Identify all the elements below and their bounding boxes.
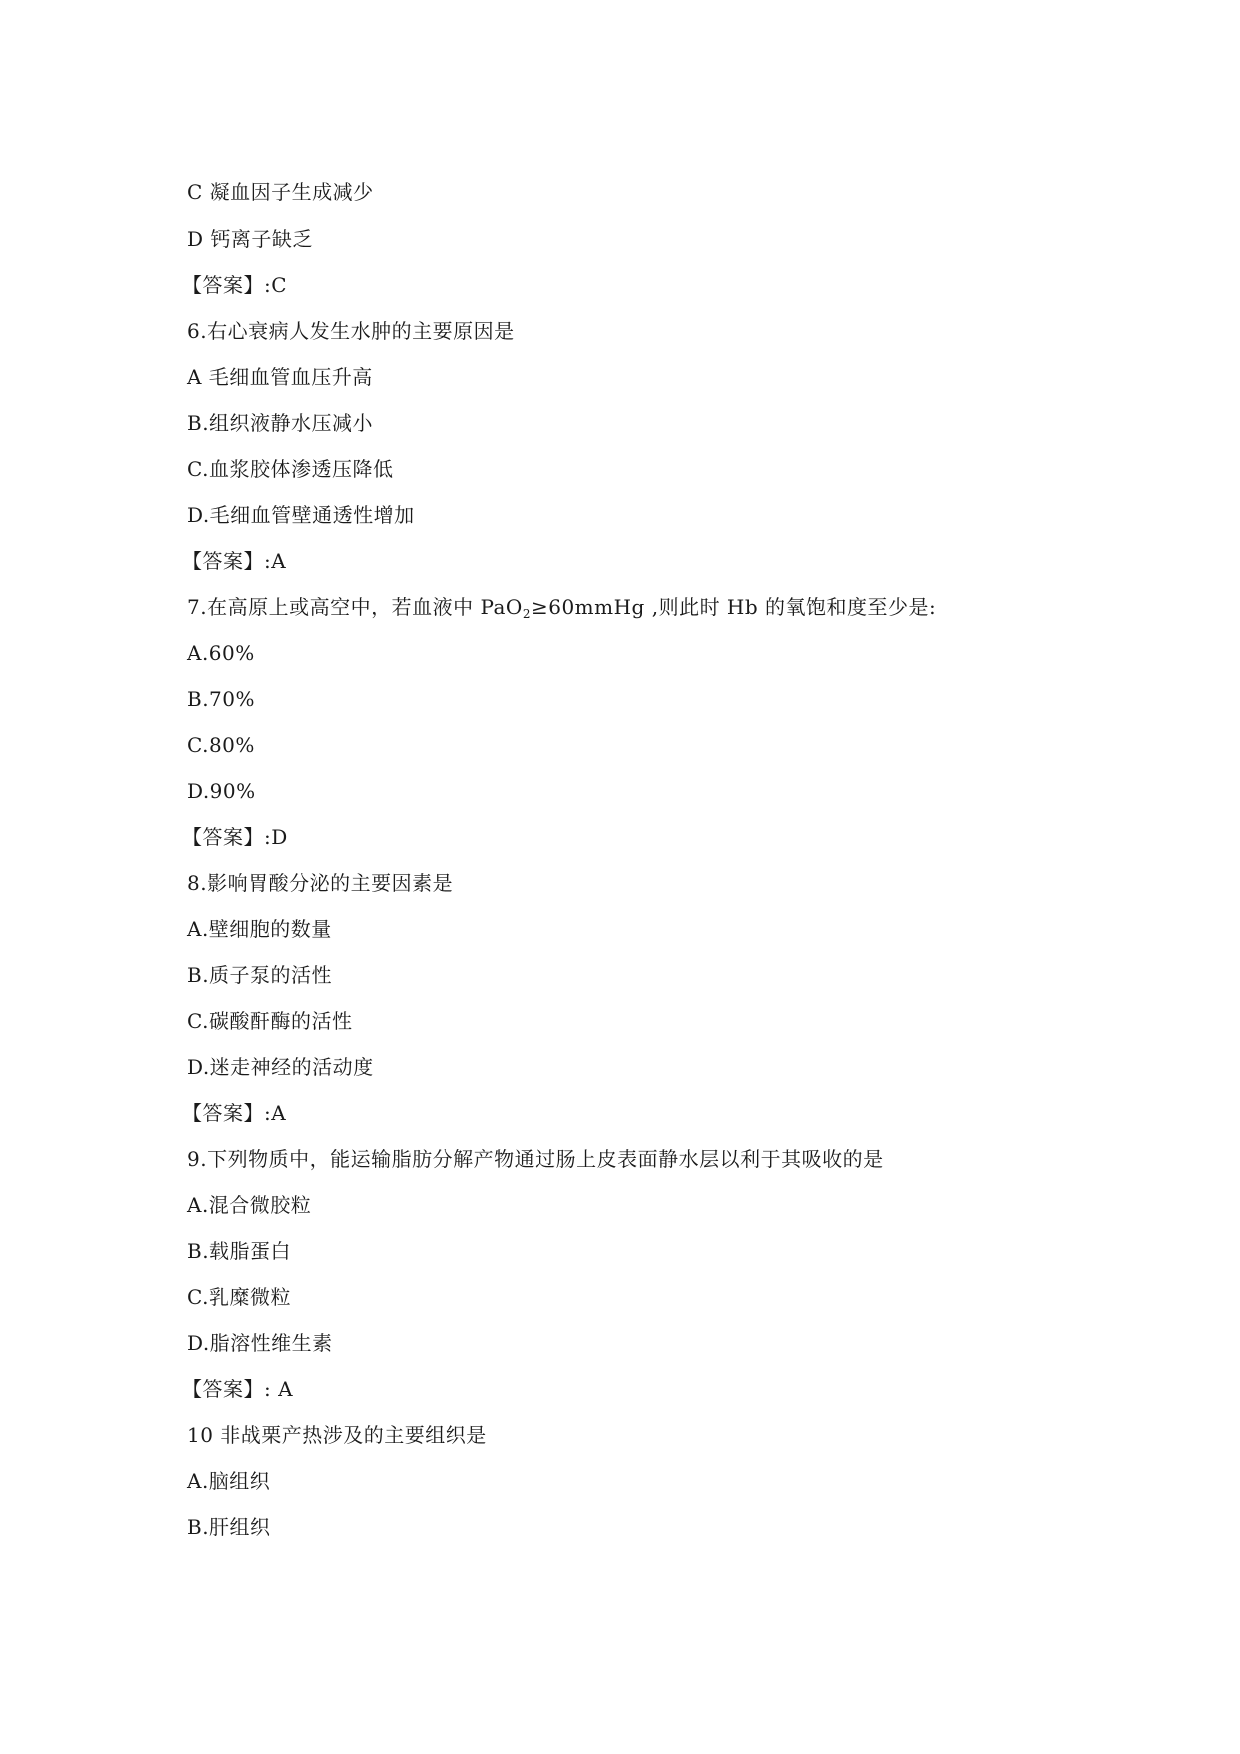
option-line: D.脂溶性维生素 [187, 1331, 333, 1355]
question-line [187, 594, 936, 627]
question-text-part: 7.在高原上或高空中，若血液中 PaO [187, 595, 523, 619]
option-line: C.80% [187, 733, 255, 757]
option-line: B.70% [187, 687, 256, 711]
option-line: A.脑组织 [187, 1469, 271, 1493]
option-line: B.载脂蛋白 [187, 1239, 292, 1263]
question-line: 10 非战栗产热涉及的主要组织是 [187, 1423, 487, 1447]
answer-line: 【答案】: A [182, 1377, 294, 1401]
option-line: A.混合微胶粒 [187, 1193, 312, 1217]
subscript-text: 2 [522, 607, 531, 621]
question-line: 9.下列物质中，能运输脂肪分解产物通过肠上皮表面静水层以利于其吸收的是 [187, 1147, 884, 1171]
option-line: B.肝组织 [187, 1515, 271, 1539]
answer-line: 【答案】:A [182, 1101, 287, 1125]
option-line: B.组织液静水压减小 [187, 411, 374, 435]
option-line: C.碳酸酐酶的活性 [187, 1009, 353, 1033]
question-text-part: ≥60mmHg ,则此时 Hb 的氧饱和度至少是: [530, 595, 937, 619]
option-line: B.质子泵的活性 [187, 963, 333, 987]
answer-line: 【答案】:A [182, 549, 287, 573]
answer-line: 【答案】:D [182, 825, 288, 849]
option-line: D.90% [187, 779, 256, 803]
question-line: 6.右心衰病人发生水肿的主要原因是 [187, 319, 515, 343]
option-line: C 凝血因子生成减少 [187, 180, 374, 204]
answer-line: 【答案】:C [182, 273, 288, 297]
option-line: C.血浆胶体渗透压降低 [187, 457, 394, 481]
option-line: C.乳糜微粒 [187, 1285, 291, 1309]
option-line: A.壁细胞的数量 [187, 917, 332, 941]
question-line: 8.影响胃酸分泌的主要因素是 [187, 871, 454, 895]
option-line: A 毛细血管血压升高 [187, 365, 373, 389]
option-line: A.60% [187, 641, 255, 665]
option-line: D 钙离子缺乏 [187, 227, 313, 251]
option-line: D.迷走神经的活动度 [187, 1055, 374, 1079]
option-line: D.毛细血管壁通透性增加 [187, 503, 415, 527]
